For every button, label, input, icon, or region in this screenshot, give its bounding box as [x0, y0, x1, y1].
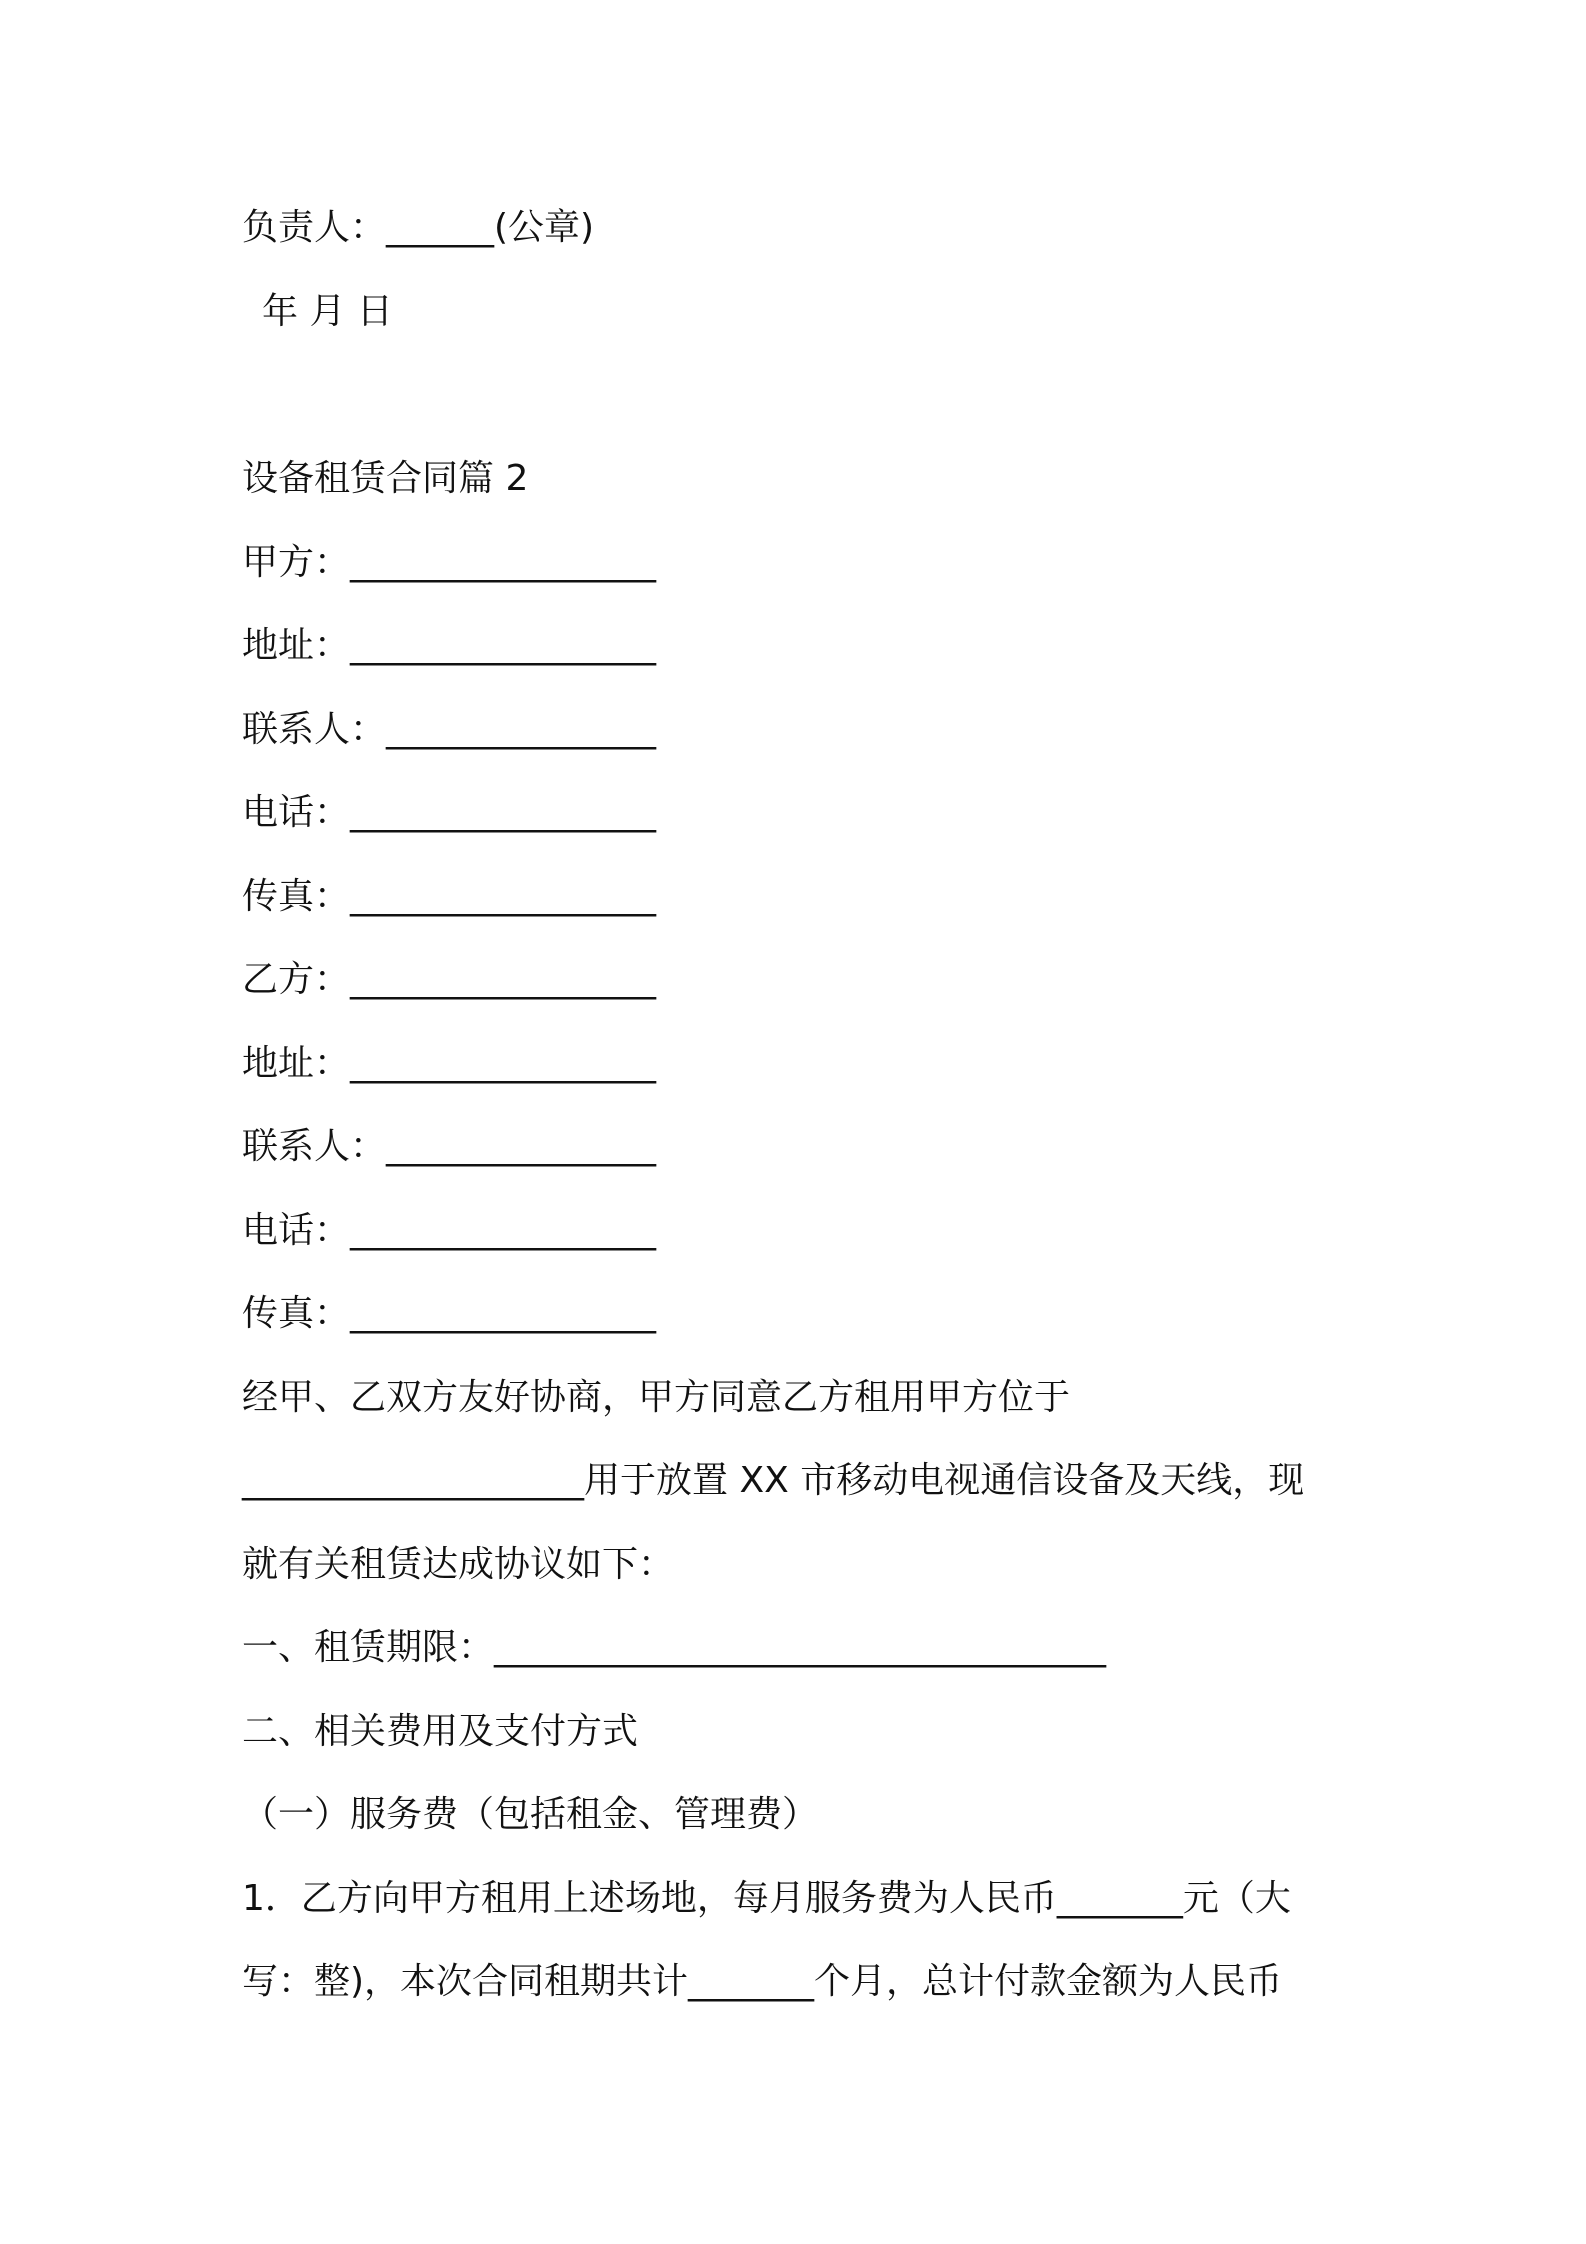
party-b-address-field: 地址：_________________	[242, 1043, 657, 1084]
contract-title: 设备租赁合同篇 2	[242, 458, 529, 499]
party-a-field: 甲方：_________________	[242, 542, 657, 583]
agreement-paragraph-line-3: 就有关租赁达成协议如下：	[242, 1544, 675, 1585]
agreement-paragraph-line-2: ___________________用于放置 XX 市移动电视通信设备及天线，现	[242, 1460, 1305, 1501]
party-b-phone-field: 电话：_________________	[242, 1210, 657, 1251]
date-line: 年 月 日	[262, 291, 393, 332]
party-a-fax-field: 传真：_________________	[242, 876, 657, 917]
clause-1-line-2: 写：整)，本次合同租期共计_______个月，总计付款金额为人民币	[242, 1961, 1283, 2002]
section-heading-fees: 二、相关费用及支付方式	[242, 1711, 639, 1752]
party-a-contact-field: 联系人：_______________	[242, 709, 657, 750]
party-b-field: 乙方：_________________	[242, 959, 657, 1000]
party-b-fax-field: 传真：_________________	[242, 1293, 657, 1334]
agreement-paragraph-line-1: 经甲、乙双方友好协商，甲方同意乙方租用甲方位于	[242, 1377, 1071, 1418]
party-b-contact-field: 联系人：_______________	[242, 1126, 657, 1167]
clause-1-line-1: 1．乙方向甲方租用上述场地，每月服务费为人民币_______元（大	[242, 1878, 1291, 1919]
lease-term-field: 一、租赁期限：__________________________________	[242, 1627, 1107, 1668]
subsection-heading-service-fee: （一）服务费（包括租金、管理费）	[242, 1794, 819, 1835]
signatory-line: 负责人：______(公章)	[242, 207, 595, 248]
party-a-address-field: 地址：_________________	[242, 625, 657, 666]
party-a-phone-field: 电话：_________________	[242, 792, 657, 833]
